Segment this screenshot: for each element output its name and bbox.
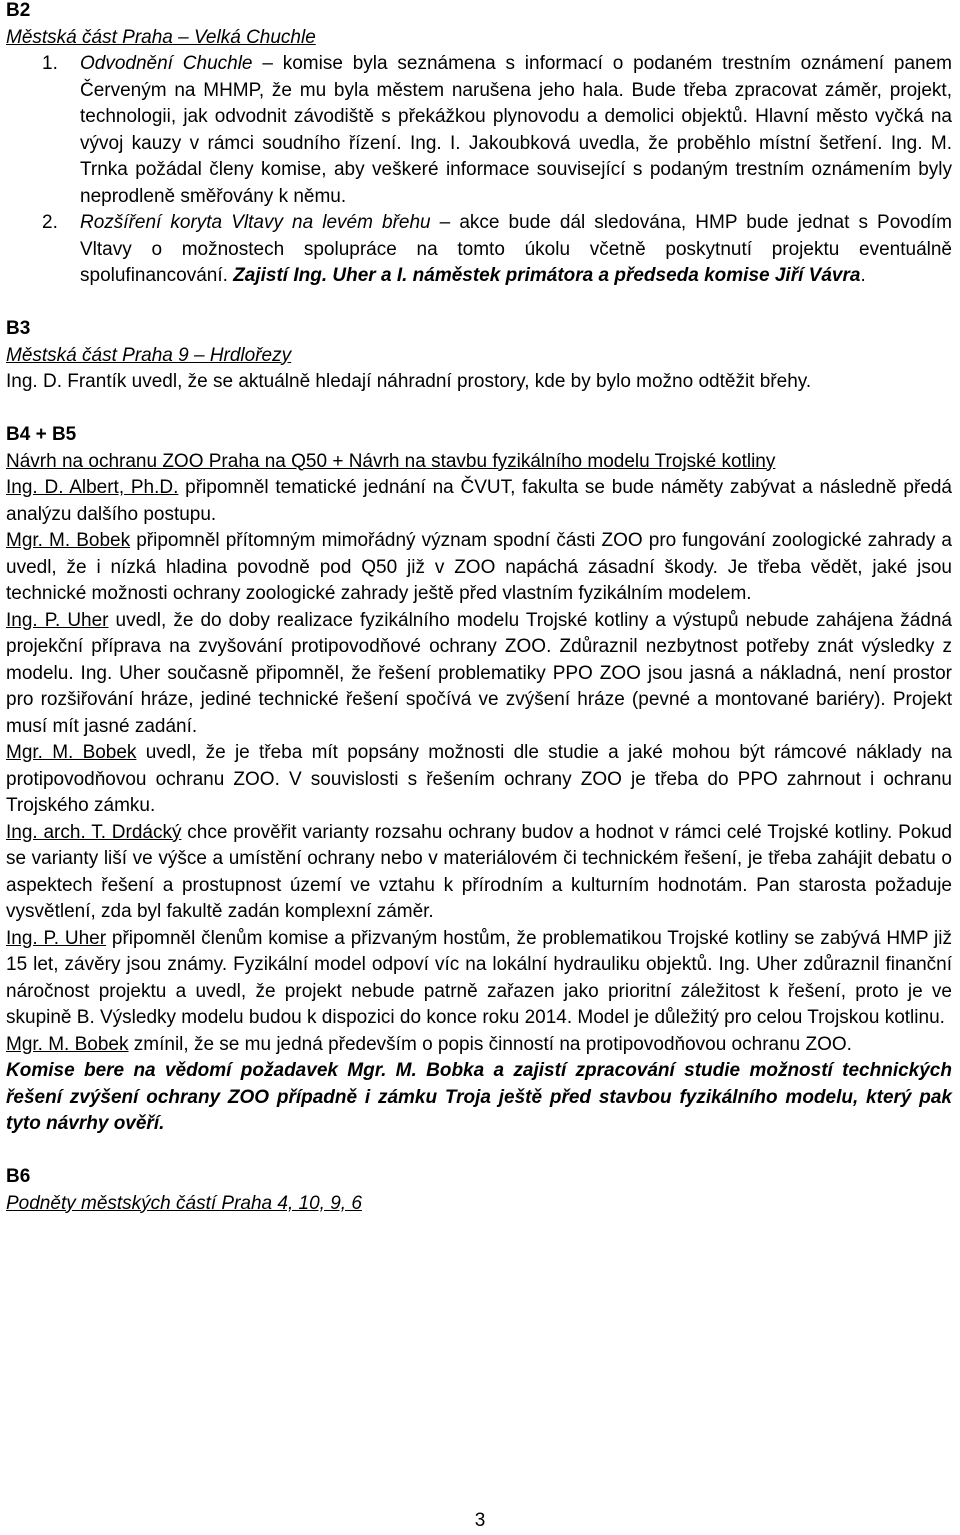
item-text: – akce bude dál sledována, HMP bude jednat s Povodím Vltavy o možnostech spolupráce na tomto úkolu včetně poskytnutí projektu eventuálně spolufinancování.	[80, 212, 952, 286]
b45-paragraph-5	[6, 820, 952, 926]
paragraph-text: připomněl členům komise a přizvaným hostům, že problematikou Trojské kotliny se zabývá HMP již 15 let, závěry jsou známy. Fyzikální model odpoví víc na lokální hydrauliku objektů. Ing. Uher zdůraznil finanční náročnost projektu a uvedl, že projekt nebude patrně zařazen jako prioritní záležitost k řešení, proto je ve skupině B. Výsledky modelu budou k dispozici do konce roku 2014. Model je důležitý pro celou Trojskou kotlinu.	[6, 927, 952, 1028]
paragraph-text: chce prověřit varianty rozsahu ochrany budov a hodnot v rámci celé Trojské kotliny. Pokud se varianty liší ve výšce a umístění ochrany nebo v materiálovém či technickém řešení, je třeba zahájit debatu o aspektech řešení a prostupnost území ve vztahu k přírodním a kulturním hodnotám. Pan starosta požaduje vysvětlení, zda byl fakultě zadán komplexní záměr.	[6, 821, 952, 922]
section-heading-b45: B4 + B5	[6, 424, 77, 445]
section-heading-b3: B3	[6, 318, 31, 339]
paragraph-text: připomněl tematické jednání na ČVUT, fakulta se bude náměty zabývat a následně předá analýzu dalšího postupu.	[6, 477, 952, 525]
speaker-name: Ing. P. Uher	[6, 927, 107, 949]
section-subheading-b3: Městská část Praha 9 – Hrdlořezy	[6, 344, 292, 366]
item-text: – komise byla seznámena s informací o podaném trestním oznámení panem Červeným na MHMP, že mu byla městem narušena jeho hala. Bude třeba zpracovat záměr, projekt, technologii, jak odvodnit závodiště s překážkou plynovodu a demolici objektů. Hlavní město vyčká na vývoj kauzy v rámci soudního řízení. Ing. I. Jakoubková uvedla, že proběhlo místní šetření. Ing. M. Trnka požádal členy komise, aby veškeré informace související s podaným trestním oznámením byly neprodleně směřovány k němu.	[80, 53, 952, 207]
paragraph-text: zmínil, že se mu jedná především o popis činností na protipovodňovou ochranu ZOO.	[128, 1033, 852, 1055]
b45-paragraph-7	[6, 1032, 952, 1059]
item-number: 1.	[42, 53, 58, 74]
item-tail: .	[860, 265, 866, 286]
b45-paragraph-4	[6, 740, 952, 820]
paragraph-text: uvedl, že je třeba mít popsány možnosti dle studie a jaké mohou být rámcové náklady na protipovodňovou ochranu ZOO. V souvislosti s řešením ochrany ZOO je třeba do PPO zahrnout i ochranu Trojského zámku.	[6, 742, 952, 816]
section-subheading-b2: Městská část Praha – Velká Chuchle	[6, 26, 316, 48]
b45-paragraph-1	[6, 475, 952, 528]
paragraph-text: uvedl, že do doby realizace fyzikálního modelu Trojské kotliny a výstupů nebude zahájena žádná projekční příprava na zvyšování protipovodňové ochrany ZOO. Zdůraznil nezbytnost potřeby znát výsledky z modelu. Ing. Uher současně připomněl, že řešení problematiky PPO ZOO jsou jasná a nákladná, není prostor pro rozšiřování hráze, jediné technické řešení spočívá ve zvýšení hráze (pevné a montované bariéry). Projekt musí mít jasné zadání.	[6, 609, 952, 737]
b2-item-2	[6, 210, 952, 290]
section-subheading-b6: Podněty městských částí Praha 4, 10, 9, 6	[6, 1192, 362, 1214]
section-heading-b2: B2	[6, 0, 31, 21]
document-page	[6, 0, 952, 1217]
paragraph-text: připomněl přítomným mimořádný význam spodní části ZOO pro fungování zoologické zahrady a uvedl, že i nízká hladina povodně pod Q50 již v ZOO napáchá zásadní škody. Je třeba vědět, jaké jsou technické možnosti ochrany zoologické zahrady ještě před vlastním fyzikálním modelem.	[6, 530, 952, 604]
b45-paragraph-2	[6, 528, 952, 608]
speaker-name: Ing. D. Albert, Ph.D.	[6, 477, 179, 498]
b45-resolution: Komise bere na vědomí požadavek Mgr. M. Bobka a zajistí zpracování studie možností technických řešení zvýšení ochrany ZOO případně i zámku Troja ještě před stavbou fyzikálního modelu, který pak tyto návrhy ověří.	[6, 1060, 952, 1134]
b45-paragraph-3	[6, 608, 952, 741]
speaker-name: Mgr. M. Bobek	[6, 742, 137, 763]
speaker-name: Mgr. M. Bobek	[6, 530, 131, 551]
b3-paragraph: Ing. D. Frantík uvedl, že se aktuálně hledají náhradní prostory, kde by bylo možno odtěžit břehy.	[6, 371, 812, 392]
item-number: 2.	[42, 212, 58, 233]
item-assignment: Zajistí Ing. Uher a I. náměstek primátora a předseda komise Jiří Vávra	[233, 265, 861, 286]
speaker-name: Ing. arch. T. Drdácký	[6, 821, 182, 843]
b45-paragraph-6	[6, 926, 952, 1032]
item-title: Rozšíření koryta Vltavy na levém břehu	[80, 212, 431, 233]
speaker-name: Ing. P. Uher	[6, 609, 109, 631]
section-heading-b6: B6	[6, 1166, 31, 1187]
item-title: Odvodnění Chuchle	[80, 53, 253, 74]
section-subheading-b45: Návrh na ochranu ZOO Praha na Q50 + Návrh na stavbu fyzikálního modelu Trojské kotliny	[6, 450, 776, 472]
b2-item-list	[6, 51, 952, 290]
page-number: 3	[474, 1510, 486, 1531]
b2-item-1	[6, 51, 952, 210]
speaker-name: Mgr. M. Bobek	[6, 1033, 129, 1055]
